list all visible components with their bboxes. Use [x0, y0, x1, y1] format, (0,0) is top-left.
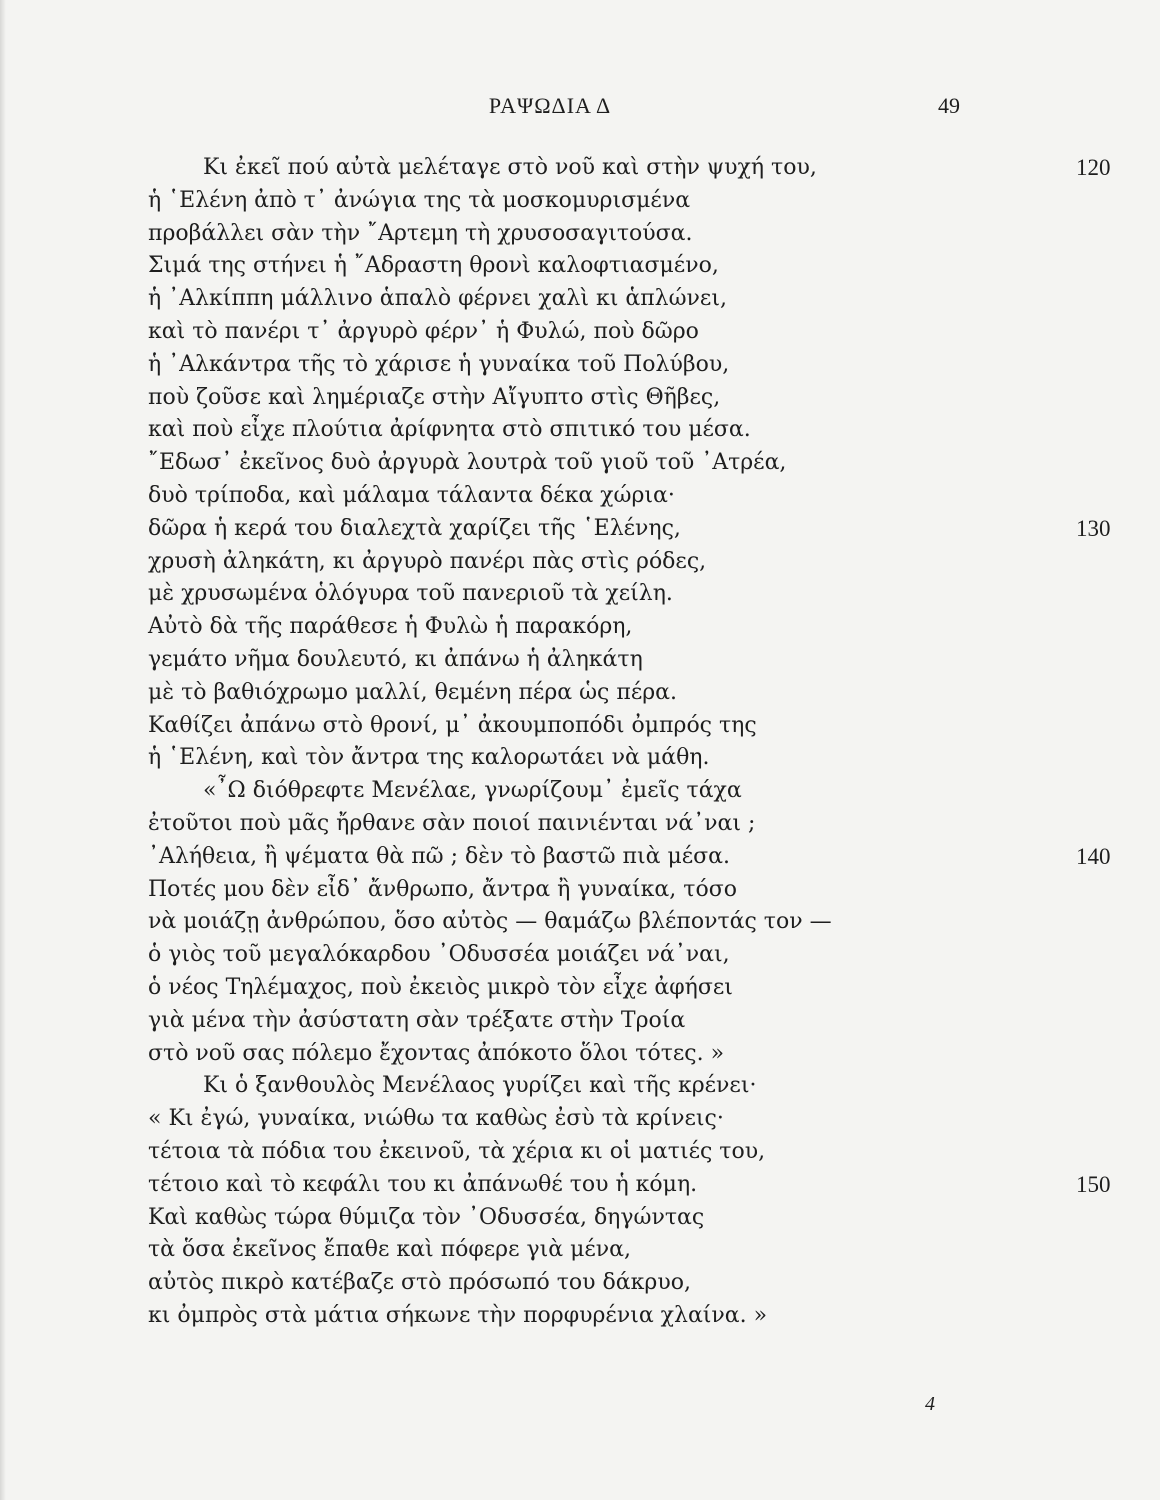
line-number: 120	[1076, 155, 1111, 180]
verse-line: δυὸ τρίποδα, καὶ μάλαμα τάλαντα δέκα χώρια·	[148, 482, 675, 508]
verse-line: ἐτοῦτοι ποὺ μᾶς ἤρθανε σὰν ποιοί παινιένται νά᾽ναι ;	[148, 810, 756, 836]
verse-line: μὲ χρυσωμένα ὁλόγυρα τοῦ πανεριοῦ τὰ χείλη.	[148, 581, 673, 607]
verse-line: ἡ ῾Ελένη, καὶ τὸν ἄντρα της καλορωτάει νὰ μάθη.	[148, 745, 710, 771]
verse-line: Κι ὁ ξανθουλὸς Μενέλαος γυρίζει καὶ τῆς κρένει·	[203, 1073, 757, 1099]
verse-line: μὲ τὸ βαθιόχρωμο μαλλί, θεμένη πέρα ὡς πέρα.	[148, 679, 678, 705]
scan-edge-shadow	[0, 0, 6, 1500]
line-number: 140	[1076, 843, 1111, 869]
verse-line: Ποτές μου δὲν εἶδ᾽ ἄνθρωπο, ἄντρα ἢ γυναίκα, τόσο	[148, 876, 737, 902]
verse-line: τέτοιο καὶ τὸ κεφάλι του κι ἀπάνωθέ του ἡ κόμη.	[148, 1171, 698, 1197]
verse-line: καὶ ποὺ εἶχε πλούτια ἀρίφνητα στὸ σπιτικό του μέσα.	[148, 417, 751, 443]
verse-line: γιὰ μένα τὴν ἀσύστατη σὰν τρέξατε στὴν Τροία	[148, 1007, 686, 1033]
verse-line: προβάλλει σὰν τὴν ῎Αρτεμη τὴ χρυσοσαγιτούσα.	[148, 220, 693, 246]
verse-line: τέτοια τὰ πόδια του ἐκεινοῦ, τὰ χέρια κι οἱ ματιές του,	[148, 1138, 766, 1164]
poem-text	[148, 152, 1111, 1333]
verse-line: ὁ γιὸς τοῦ μεγαλόκαρδου ᾽Οδυσσέα μοιάζει νά᾽ναι,	[148, 942, 730, 968]
line-number: 150	[1076, 1171, 1111, 1197]
verse-line: νὰ μοιάζῃ ἀνθρώπου, ὅσο αὐτὸς — θαμάζω βλέποντάς τον —	[148, 909, 832, 935]
verse-line: στὸ νοῦ σας πόλεμο ἔχοντας ἀπόκοτο ὅλοι τότες. »	[148, 1040, 725, 1066]
verse-line: Κι ἐκεῖ πού αὐτὰ μελέταγε στὸ νοῦ καὶ στὴν ψυχή του,	[203, 155, 817, 180]
verse-line: « Κι ἐγώ, γυναίκα, νιώθω τα καθὼς ἐσὺ τὰ κρίνεις·	[148, 1106, 724, 1132]
verse-line: χρυσὴ ἀληκάτη, κι ἀργυρὸ πανέρι πὰς στὶς ρόδες,	[148, 548, 707, 574]
verse-line: «῏Ω διόθρεφτε Μενέλαε, γνωρίζουμ᾽ ἐμεῖς τάχα	[203, 778, 742, 804]
verse-line: Καὶ καθὼς τώρα θύμιζα τὸν ᾽Οδυσσέα, δηγώντας	[148, 1204, 705, 1230]
verse-line: ῎Εδωσ᾽ ἐκεῖνος δυὸ ἀργυρὰ λουτρὰ τοῦ γιοῦ τοῦ ᾽Ατρέα,	[148, 450, 787, 476]
page-number: 49	[938, 93, 960, 118]
verse-line: ἡ ῾Ελένη ἀπὸ τ᾽ ἀνώγια της τὰ μοσκομυρισμένα	[148, 187, 691, 213]
verse-line: ἡ ᾽Αλκίππη μάλλινο ἁπαλὸ φέρνει χαλὶ κι ἁπλώνει,	[148, 286, 727, 312]
verse-line: γεμάτο νῆμα δουλευτό, κι ἀπάνω ἡ ἀληκάτη	[148, 646, 643, 672]
verse-line: κι ὀμπρὸς στὰ μάτια σήκωνε τὴν πορφυρένια χλαίνα. »	[148, 1302, 768, 1328]
verse-line: Αὐτὸ δὰ τῆς παράθεσε ἡ Φυλὼ ἡ παρακόρη,	[148, 614, 633, 640]
verse-line: τὰ ὅσα ἐκεῖνος ἔπαθε καὶ πόφερε γιὰ μένα,	[148, 1237, 632, 1263]
verse-line: ἡ ᾽Αλκάντρα τῆς τὸ χάρισε ἡ γυναίκα τοῦ Πολύβου,	[148, 351, 730, 377]
verse-line: αὐτὸς πικρὸ κατέβαζε στὸ πρόσωπό του δάκρυο,	[148, 1270, 691, 1296]
verse-line: ὁ νέος Τηλέμαχος, ποὺ ἐκειὸς μικρὸ τὸν εἶχε ἀφήσει	[148, 974, 733, 1000]
verse-line: καὶ τὸ πανέρι τ᾽ ἀργυρὸ φέρν᾽ ἡ Φυλώ, ποὺ δῶρο	[148, 318, 699, 344]
verse-line: Σιμά της στήνει ἡ ῎Αδραστη θρονὶ καλοφτιασμένο,	[148, 253, 719, 279]
printer-signature-mark: 4	[925, 1393, 935, 1415]
verse-line: Καθίζει ἀπάνω στὸ θρονί, μ᾽ ἀκουμποπόδι ὀμπρός της	[148, 712, 757, 738]
page-title: ΡΑΨΩΔΙΑ Δ	[488, 93, 612, 118]
line-number: 130	[1076, 515, 1111, 541]
verse-line: δῶρα ἡ κερά του διαλεχτὰ χαρίζει τῆς ῾Ελένης,	[148, 515, 681, 541]
verse-line: ποὺ ζοῦσε καὶ λημέριαζε στὴν Αἴγυπτο στὶς Θῆβες,	[148, 384, 721, 410]
verse-line: ᾽Αλήθεια, ἢ ψέματα θὰ πῶ ; δὲν τὸ βαστῶ πιὰ μέσα.	[148, 843, 731, 869]
